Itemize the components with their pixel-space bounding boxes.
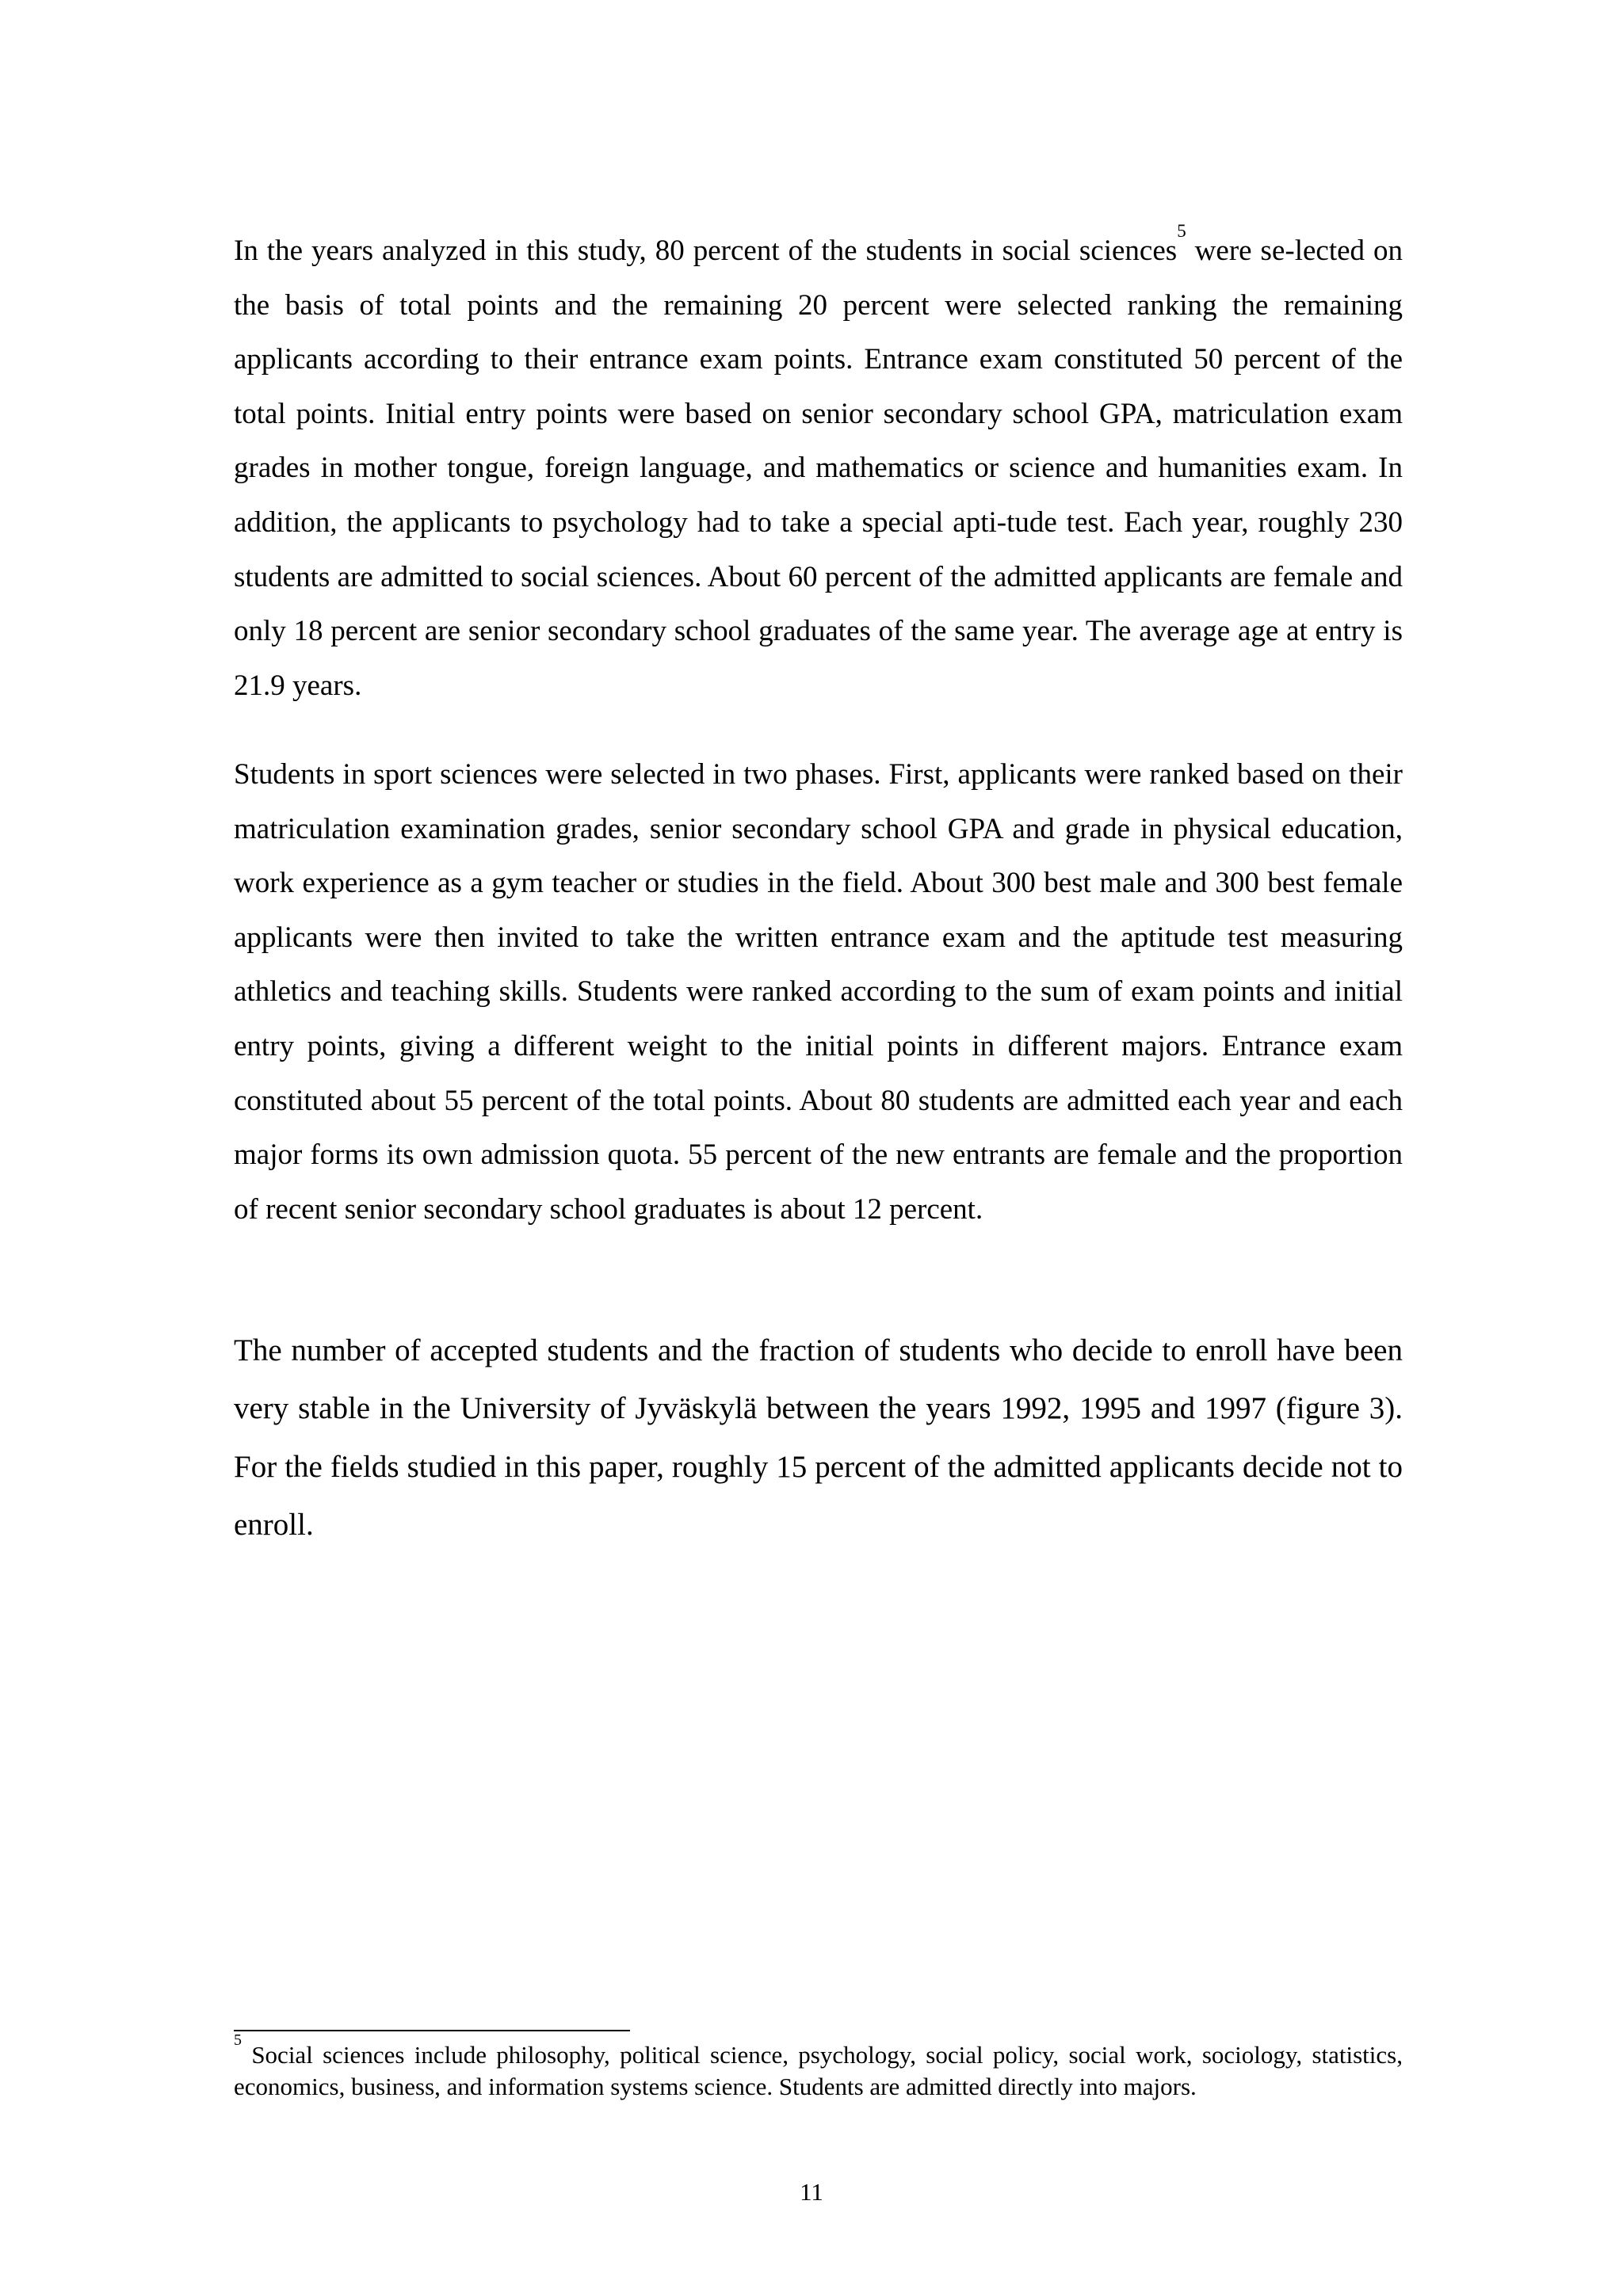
body-paragraph-social-sciences [234, 220, 1403, 713]
footnote-text: Social sciences include philosophy, political science, psychology, social policy, social work, sociology, statistics, economics, business, and information systems science. Students are admitted directly into majors. [234, 2041, 1403, 2100]
body-paragraph-enrollment: The number of accepted students and the fraction of students who decide to enroll have been very stable in the University of Jyväskylä between the years 1992, 1995 and 1997 (figure 3). For the fields studied in this paper, roughly 15 percent of the admitted applicants decide not to enroll. [234, 1333, 1403, 1543]
footnote-separator [234, 2030, 630, 2031]
paragraph-text: In the years analyzed in this study, 80 percent of the students in social sciences [234, 235, 1178, 267]
paragraph-text: were se-lected on the basis of total points and the remaining 20 percent were selected ranking the remaining applicants according to their entrance exam points. Entrance exam constituted 50 percent of the total points. Initial entry points were based on senior secondary school GPA, matriculation exam grades in mother tongue, foreign language, and mathematics or science and humanities exam. In addition, the applicants to psychology had to take a special apti-tude test. Each year, roughly 230 students are admitted to social sciences. About 60 percent of the admitted applicants are female and only 18 percent are senior secondary school graduates of the same year. The average age at entry is 21.9 years. [234, 235, 1403, 702]
footnote [234, 2031, 1403, 2103]
footnote-reference: 5 [1177, 220, 1186, 241]
footnote-marker: 5 [234, 2031, 242, 2049]
page-number: 11 [800, 2178, 823, 2206]
body-paragraph-sport-sciences: Students in sport sciences were selected in two phases. First, applicants were ranked based on their matriculation examination grades, senior secondary school GPA and grade in physical education, work experience as a gym teacher or studies in the field. About 300 best male and 300 best female applicants were then invited to take the written entrance exam and the aptitude test measuring athletics and teaching skills. Students were ranked according to the sum of exam points and initial entry points, giving a different weight to the initial points in different majors. Entrance exam constituted about 55 percent of the total points. About 80 students are admitted each year and each major forms its own admission quota. 55 percent of the new entrants are female and the proportion of recent senior secondary school graduates is about 12 percent. [234, 758, 1403, 1226]
